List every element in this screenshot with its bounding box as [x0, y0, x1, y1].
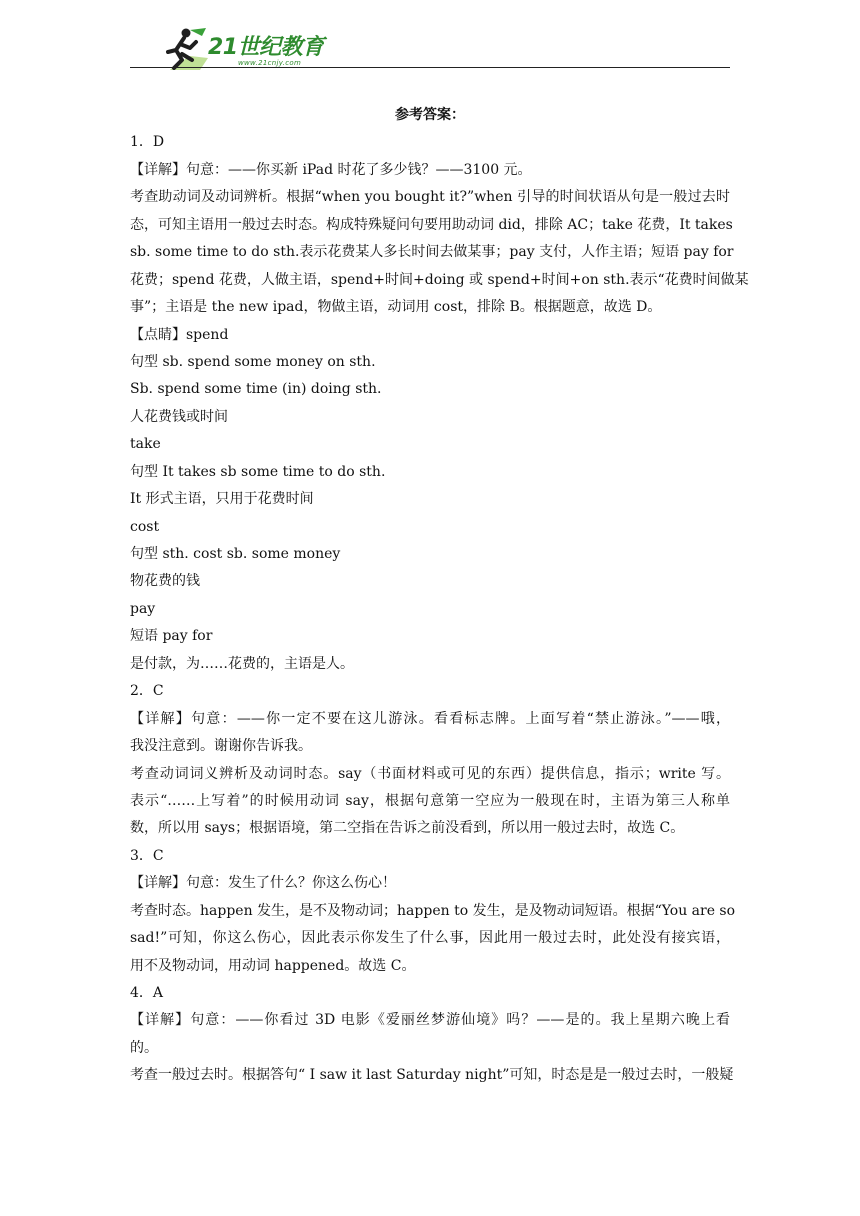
text-line: 2．C [130, 683, 164, 700]
text-line: Sb. spend some time (in) doing sth. [130, 381, 382, 398]
text-line: 3．C [130, 847, 164, 864]
text-line: 我没注意到。谢谢你告诉我。 [130, 738, 312, 755]
text-line: 【点睛】spend [130, 326, 229, 343]
logo-url: www.21cnjy.com [238, 59, 302, 67]
logo [160, 26, 350, 70]
text-line: 数，所以用 says；根据语境，第二空指在告诉之前没看到，所以用一般过去时，故选 C。 [130, 820, 685, 837]
text-line: 句型 sth. cost sb. some money [130, 546, 341, 562]
text-line: 考查助动词及动词辨析。根据“when you bought it?”when 引导的时间状语从句是一般过去时 [130, 189, 730, 206]
text-line: 物花费的钱 [130, 573, 200, 590]
text-line: 1．D [130, 134, 165, 151]
text-line: 态，可知主语用一般过去时态。构成特殊疑问句要用助动词 did，排除 AC；take 花费，It takes [130, 216, 733, 233]
text-line: 【详解】句意：——你买新 iPad 时花了多少钱？——3100 元。 [130, 161, 532, 178]
page-title: 参考答案： [395, 107, 465, 123]
text-line: 的。 [130, 1039, 158, 1056]
text-line: 【详解】句意：发生了什么？你这么伤心！ [130, 875, 396, 892]
running-man-icon [160, 26, 212, 70]
text-line: 【详解】句意：——你看过 3D 电影《爱丽丝梦游仙境》吗？——是的。我上星期六晚上看 [130, 1012, 730, 1029]
text-line: pay [130, 600, 156, 617]
text-line: 是付款，为……花费的，主语是人。 [130, 655, 354, 672]
text-line: 表示“……上写着”的时候用动词 say，根据句意第一空应为一般现在时，主语为第三人称单 [130, 792, 730, 809]
text-line: 【详解】句意：——你一定不要在这儿游泳。看看标志牌。上面写着“禁止游泳。”——哦， [130, 710, 730, 727]
text-line: sb. some time to do sth.表示花费某人多长时间去做某事；pay 支付，人作主语；短语 pay for [130, 244, 734, 261]
text-line: 句型 It takes sb some time to do sth. [130, 463, 386, 480]
text-line: 人花费钱或时间 [130, 408, 228, 425]
header-rule [130, 67, 730, 68]
text-line: 花费；spend 花费，人做主语，spend+时间+doing 或 spend+时间+on sth.表示“花费时间做某 [130, 271, 749, 288]
text-line: 考查时态。happen 发生，是不及物动词；happen to 发生，是及物动词短语。根据“You are so [130, 902, 736, 919]
text-line: take [130, 436, 161, 453]
text-line: 句型 sb. spend some money on sth. [130, 353, 376, 370]
text-line: cost [130, 518, 160, 535]
text-line: 短语 pay for [130, 628, 213, 645]
logo-text: 21世纪教育 [208, 35, 324, 60]
text-line: 考查一般过去时。根据答句“ I saw it last Saturday night”可知，时态是是一般过去时，一般疑 [130, 1067, 734, 1084]
text-line: 事”；主语是 the new ipad，物做主语，动词用 cost，排除 B。根据题意，故选 D。 [130, 299, 662, 316]
text-line: sad!”可知，你这么伤心，因此表示你发生了什么事，因此用一般过去时，此处没有接宾语， [130, 930, 730, 947]
text-line: 用不及物动词，用动词 happened。故选 C。 [130, 957, 416, 974]
text-line: 4．A [130, 985, 164, 1001]
answer-lines [130, 129, 749, 1089]
page-header [130, 22, 730, 72]
answer-content [130, 102, 749, 1090]
text-line: It 形式主语，只用于花费时间 [130, 491, 314, 508]
text-line: 考查动词词义辨析及动词时态。say（书面材料或可见的东西）提供信息，指示；write 写。 [130, 765, 730, 782]
